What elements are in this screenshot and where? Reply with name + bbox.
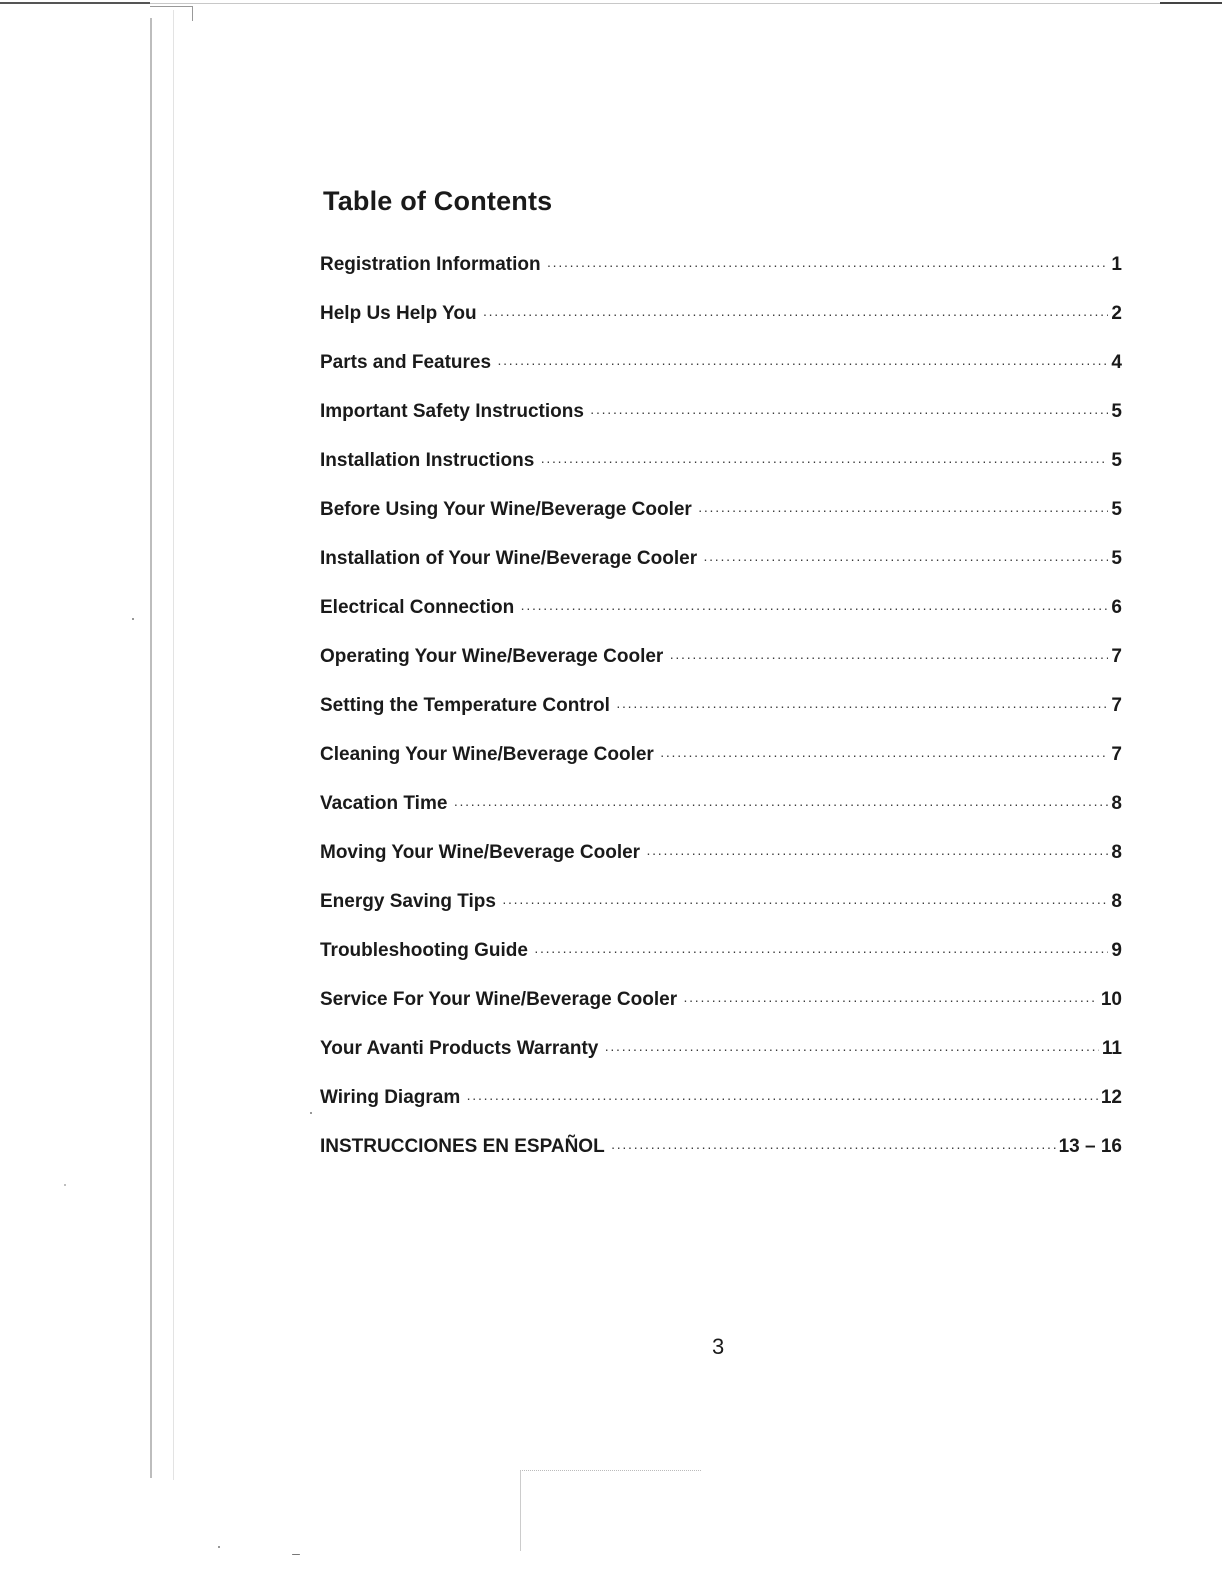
toc-dot-leader [534, 943, 1108, 959]
toc-dot-leader [520, 600, 1108, 616]
toc-entry [320, 940, 1122, 989]
toc-entry-label: Important Safety Instructions [320, 401, 584, 422]
toc-dot-leader [660, 747, 1109, 763]
toc-entry-label: INSTRUCCIONES EN ESPAÑOL [320, 1136, 605, 1157]
toc-entry-label: Moving Your Wine/Beverage Cooler [320, 842, 641, 863]
toc-entry-label: Energy Saving Tips [320, 891, 496, 912]
scan-speck [218, 1546, 220, 1548]
toc-entry-label: Service For Your Wine/Beverage Cooler [320, 989, 678, 1010]
toc-dot-leader [590, 404, 1109, 420]
scan-bottom-mark [520, 1470, 701, 1551]
toc-entry-label: Help Us Help You [320, 303, 477, 324]
toc-dot-leader [703, 551, 1108, 567]
toc-entry-label: Installation Instructions [320, 450, 535, 471]
toc-entry-page: 6 [1111, 597, 1122, 618]
toc-entry [320, 401, 1122, 450]
toc-entry-label: Cleaning Your Wine/Beverage Cooler [320, 744, 654, 765]
toc-entry-label: Parts and Features [320, 352, 492, 373]
toc-entry-page: 1 [1111, 254, 1122, 275]
scan-speck [64, 1184, 66, 1186]
toc-entry-page: 5 [1111, 450, 1122, 471]
toc-entry-page: 4 [1111, 352, 1122, 373]
toc-dot-leader [483, 306, 1109, 322]
toc-entry-label: Wiring Diagram [320, 1087, 461, 1108]
scan-edge-mark [0, 2, 150, 4]
scan-corner-mark [150, 6, 193, 21]
toc-dot-leader [547, 257, 1109, 273]
toc-entry-page: 8 [1111, 793, 1122, 814]
toc-entry [320, 1087, 1122, 1136]
toc-entry [320, 646, 1122, 695]
toc-entry-page: 13 – 16 [1058, 1136, 1122, 1157]
toc-entry-label: Before Using Your Wine/Beverage Cooler [320, 499, 692, 520]
scan-speck [310, 1112, 312, 1114]
table-of-contents [320, 254, 1122, 1185]
toc-entry-page: 7 [1111, 646, 1122, 667]
toc-entry-label: Vacation Time [320, 793, 448, 814]
toc-dot-leader [669, 649, 1108, 665]
scan-speck [292, 1554, 300, 1555]
toc-dot-leader [698, 502, 1109, 518]
toc-entry [320, 499, 1122, 548]
toc-entry [320, 303, 1122, 352]
toc-entry [320, 695, 1122, 744]
toc-entry-label: Operating Your Wine/Beverage Cooler [320, 646, 664, 667]
binding-edge [150, 18, 152, 1478]
toc-entry [320, 597, 1122, 646]
toc-entry-page: 9 [1111, 940, 1122, 961]
toc-entry [320, 1038, 1122, 1087]
scan-edge-line [0, 3, 1222, 4]
toc-entry [320, 989, 1122, 1038]
toc-dot-leader [453, 796, 1108, 812]
toc-dot-leader [502, 894, 1108, 910]
toc-entry-page: 11 [1101, 1038, 1122, 1059]
toc-entry-page: 5 [1111, 548, 1122, 569]
scan-speck [132, 618, 134, 620]
toc-entry-page: 10 [1100, 989, 1122, 1010]
toc-entry-label: Electrical Connection [320, 597, 515, 618]
toc-entry-page: 5 [1111, 401, 1122, 422]
toc-entry-page: 12 [1100, 1087, 1122, 1108]
toc-dot-leader [611, 1139, 1056, 1155]
page-number: 3 [712, 1334, 725, 1359]
toc-entry [320, 793, 1122, 842]
toc-entry [320, 450, 1122, 499]
toc-dot-leader [683, 992, 1098, 1008]
toc-entry [320, 352, 1122, 401]
toc-entry-page: 7 [1111, 695, 1122, 716]
toc-entry-label: Installation of Your Wine/Beverage Cooler [320, 548, 698, 569]
toc-entry [320, 1136, 1122, 1185]
scan-edge-mark-right [1160, 2, 1222, 4]
toc-dot-leader [604, 1041, 1099, 1057]
toc-entry-label: Your Avanti Products Warranty [320, 1038, 599, 1059]
toc-entry-page: 7 [1111, 744, 1122, 765]
toc-dot-leader [646, 845, 1108, 861]
toc-entry [320, 744, 1122, 793]
binding-edge-faint [173, 10, 174, 1480]
toc-entry [320, 891, 1122, 940]
toc-entry [320, 548, 1122, 597]
toc-entry-label: Registration Information [320, 254, 541, 275]
toc-dot-leader [497, 355, 1108, 371]
toc-dot-leader [540, 453, 1108, 469]
page-title: Table of Contents [323, 186, 553, 216]
toc-entry-page: 2 [1111, 303, 1122, 324]
toc-dot-leader [466, 1090, 1098, 1106]
toc-entry [320, 842, 1122, 891]
toc-entry [320, 254, 1122, 303]
toc-entry-page: 5 [1111, 499, 1122, 520]
toc-entry-page: 8 [1111, 891, 1122, 912]
toc-entry-label: Setting the Temperature Control [320, 695, 610, 716]
toc-dot-leader [616, 698, 1108, 714]
toc-entry-page: 8 [1111, 842, 1122, 863]
toc-entry-label: Troubleshooting Guide [320, 940, 528, 961]
